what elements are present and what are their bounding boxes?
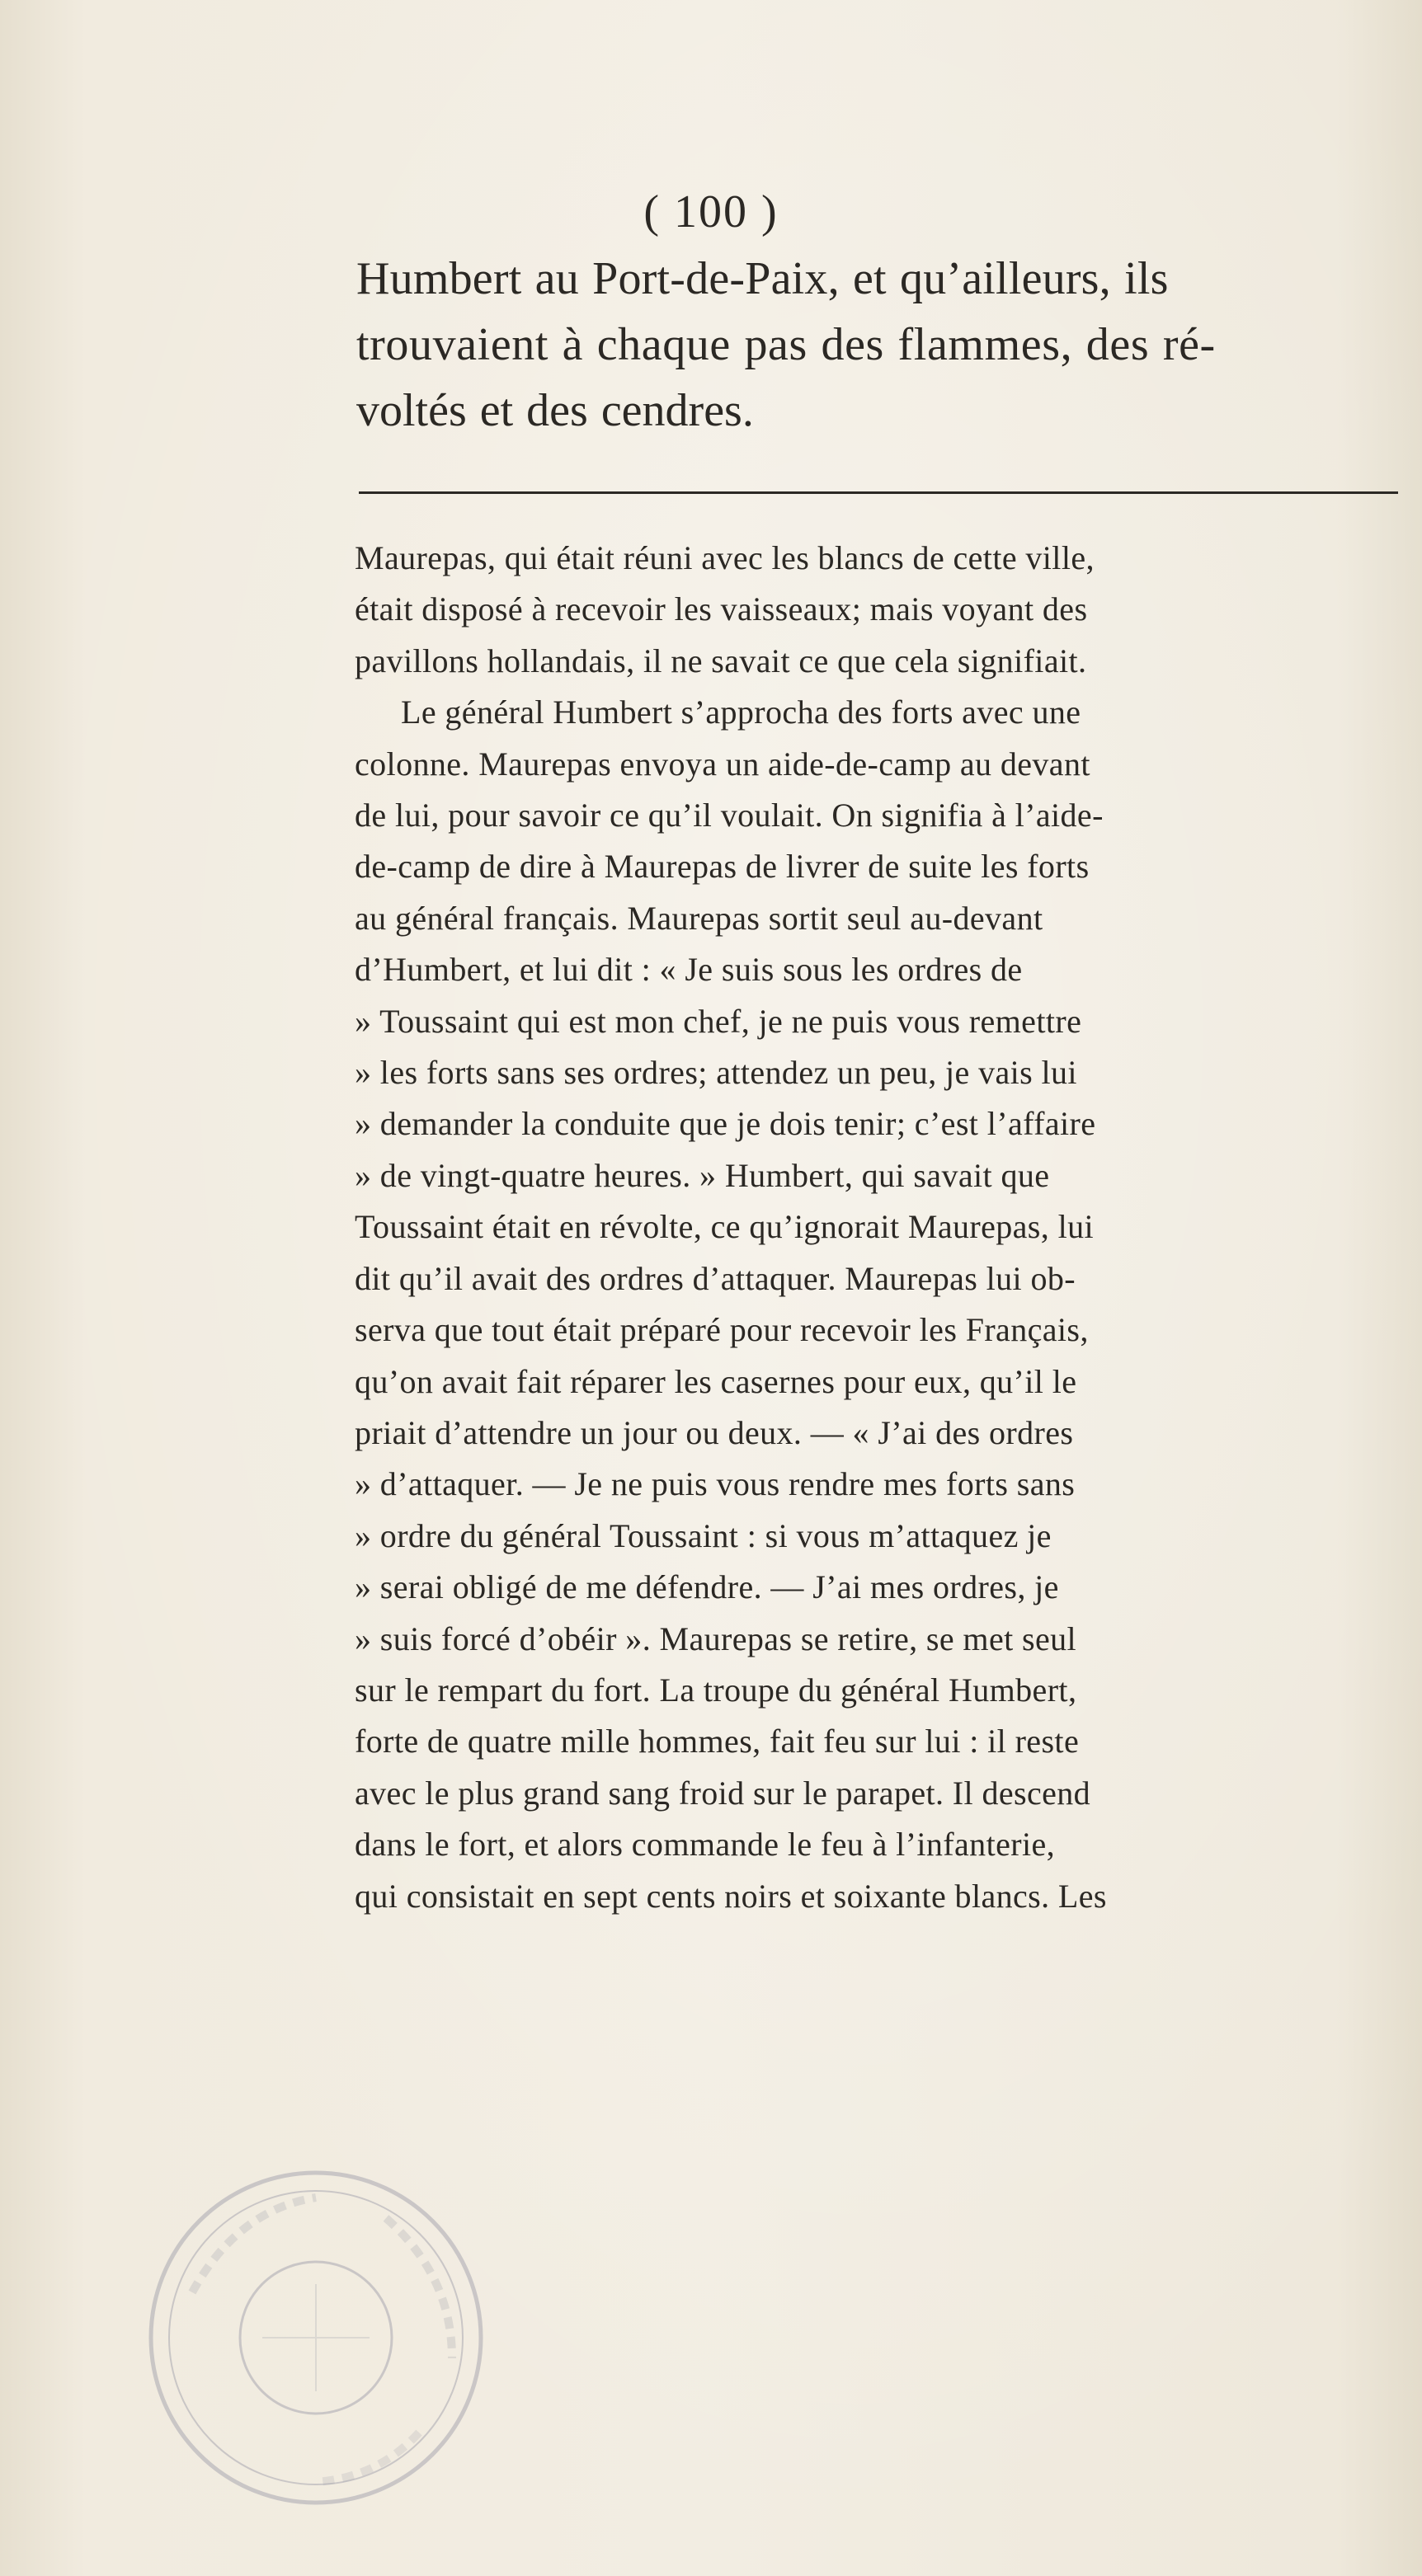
page-number: ( 100 )	[643, 186, 779, 237]
note-line: était disposé à recevoir les vaisseaux; mais voyant des	[355, 590, 1088, 628]
note-line: serva que tout était préparé pour recevoir les Français,	[355, 1311, 1089, 1349]
note-line: au général français. Maurepas sortit seul au-devant	[355, 899, 1043, 937]
note-line: dans le fort, et alors commande le feu à l’infanterie,	[355, 1826, 1056, 1864]
note-line: dit qu’il avait des ordres d’attaquer. Maurepas lui ob-	[355, 1259, 1076, 1297]
note-line: priait d’attendre un jour ou deux. — « J’ai des ordres	[355, 1413, 1074, 1451]
note-line: forte de quatre mille hommes, fait feu sur lui : il reste	[355, 1723, 1080, 1760]
note-line: » d’attaquer. — Je ne puis vous rendre mes forts sans	[355, 1465, 1076, 1503]
note-line: avec le plus grand sang froid sur le parapet. Il descend	[355, 1774, 1091, 1812]
note-line: » les forts sans ses ordres; attendez un peu, je vais lui	[355, 1054, 1077, 1092]
lead-line: voltés et des cendres.	[356, 385, 754, 436]
footnote-block	[355, 533, 1419, 1922]
note-line: » ordre du général Toussaint : si vous m’attaquez je	[355, 1516, 1052, 1554]
note-line: » serai obligé de me défendre. — J’ai mes ordres, je	[355, 1568, 1059, 1606]
lead-paragraph	[356, 246, 1412, 444]
note-line: Maurepas, qui était réuni avec les blancs de cette ville,	[355, 539, 1095, 576]
note-line: qu’on avait fait réparer les casernes pour eux, qu’il le	[355, 1362, 1077, 1400]
note-line: Toussaint était en révolte, ce qu’ignorait Maurepas, lui	[355, 1208, 1094, 1246]
note-line: sur le rempart du fort. La troupe du général Humbert,	[355, 1671, 1077, 1709]
note-line: qui consistait en sept cents noirs et soixante blancs. Les	[355, 1877, 1107, 1915]
note-line: » demander la conduite que je dois tenir; c’est l’affaire	[355, 1105, 1096, 1143]
note-line: d’Humbert, et lui dit : « Je suis sous les ordres de	[355, 951, 1023, 989]
note-line: » de vingt-quatre heures. » Humbert, qui savait que	[355, 1156, 1050, 1194]
note-line: Le général Humbert s’approcha des forts avec une	[401, 693, 1081, 731]
note-line: de lui, pour savoir ce qu’il voulait. On signifia à l’aide-	[355, 797, 1104, 834]
note-line: » suis forcé d’obéir ». Maurepas se retire, se met seul	[355, 1619, 1077, 1657]
lead-line: trouvaient à chaque pas des flammes, des ré-	[356, 319, 1216, 370]
library-stamp-icon	[139, 2160, 493, 2515]
note-line: de-camp de dire à Maurepas de livrer de suite les forts	[355, 848, 1090, 886]
note-line: colonne. Maurepas envoya un aide-de-camp au devant	[355, 745, 1090, 783]
note-line: pavillons hollandais, il ne savait ce que cela signifiait.	[355, 642, 1087, 679]
note-line: » Toussaint qui est mon chef, je ne puis vous remettre	[355, 1002, 1082, 1040]
lead-line: Humbert au Port-de-Paix, et qu’ailleurs, ils	[356, 253, 1169, 304]
separator-rule	[359, 491, 1398, 494]
